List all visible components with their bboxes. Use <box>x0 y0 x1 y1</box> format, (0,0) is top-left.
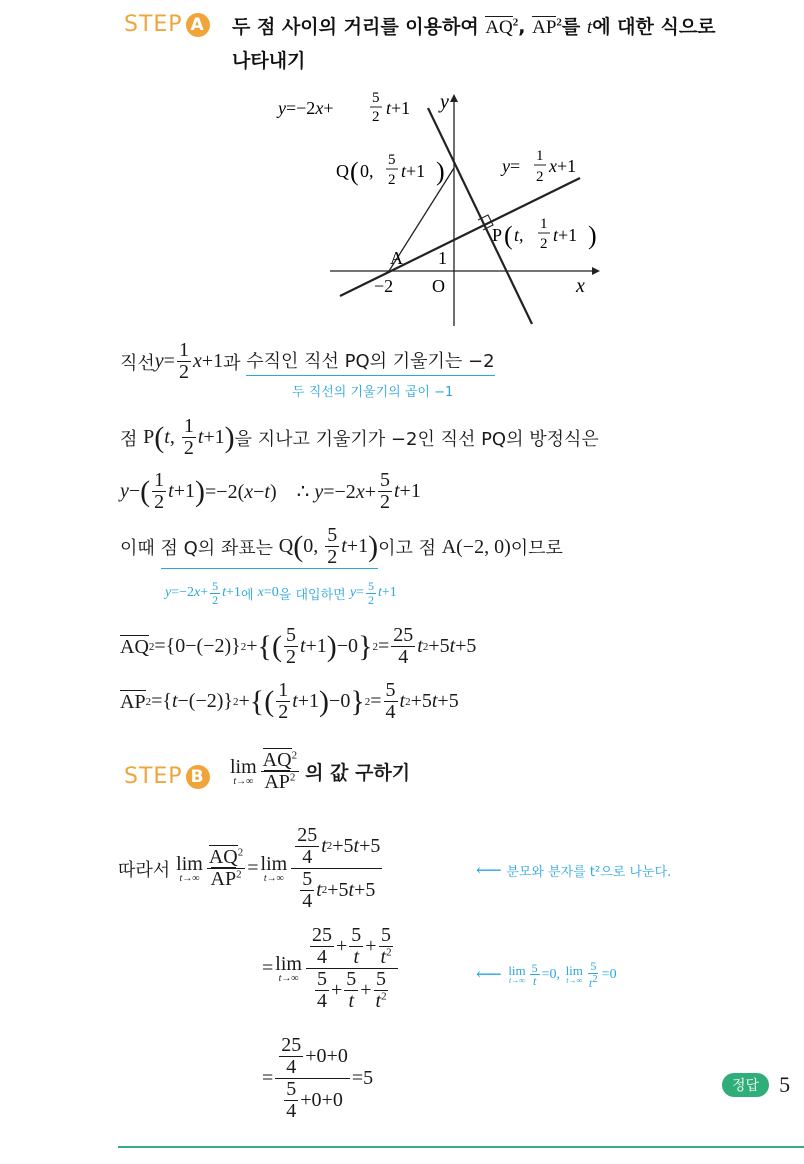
svg-text:): ) <box>588 221 597 250</box>
svg-text:1: 1 <box>540 216 548 232</box>
coordinate-graph <box>270 88 610 333</box>
bottom-rule <box>118 1146 804 1148</box>
note-limits-zero: ⟵ lim t→∞ $\frac{5}{t}$ =0, lim t→∞ $\frac{5}{t^2}$ =0 <box>476 959 617 990</box>
ap-squared-equation: AP 2 ={ t −(−2)} 2 + { ( $\frac{1}{2}$ t +1 ) −0 } 2 = $\frac{5}{4}$ t 2 +5 t +5 <box>120 679 459 723</box>
svg-text:P: P <box>492 225 503 245</box>
svg-text:Q: Q <box>336 161 349 181</box>
note-slope-product: 두 직선의 기울기의 곱이 −1 <box>292 385 454 400</box>
label-point-p <box>492 216 597 252</box>
note-substitute: y =−2 x + $\frac{5}{2}$ t +1 에 x =0 을 대입하면 y = $\frac{5}{2}$ t +1 <box>165 579 397 607</box>
svg-text:2: 2 <box>388 172 396 188</box>
svg-text:1: 1 <box>536 148 544 164</box>
slope-underlined: 수직인 직선 PQ의 기울기는 −2 <box>246 347 494 376</box>
svg-text:(: ( <box>350 157 359 186</box>
svg-text:5: 5 <box>388 152 396 168</box>
step-b-label: STEP B <box>124 764 210 789</box>
equation-line2 <box>500 148 576 185</box>
step-b-title: lim t→∞ $\frac{AQ^2}{AP^2}$ 의 값 구하기 <box>230 749 411 793</box>
svg-text:2: 2 <box>540 236 548 252</box>
answer-box <box>722 1072 790 1098</box>
note-divide: ⟵ 분모와 분자를 t²으로 나눈다. <box>476 860 672 880</box>
label-point-q <box>336 152 445 188</box>
label-one: 1 <box>438 248 447 268</box>
svg-text:0,: 0, <box>360 161 374 181</box>
line-pq-equation: y − ( $\frac{1}{2}$ t +1 ) =−2(x−t) ∴ y=−2x+ $\frac{5}{2}$ t +1 <box>120 469 421 513</box>
label-a: A <box>390 248 403 268</box>
answer-value: 5 <box>779 1072 791 1097</box>
svg-text:t,: t, <box>514 225 524 245</box>
label-y: y <box>440 91 449 113</box>
svg-text:2: 2 <box>372 109 380 125</box>
step-b-badge: B <box>186 765 210 789</box>
svg-text:y=: y= <box>502 156 521 176</box>
limit-step-1: 따라서 lim t→∞ $\frac{AQ^2}{AP^2}$ = lim t→∞ $\frac{25}{4}$ t 2 +5 t +5 $\frac{5}{4}$ t 2 +5 t +5 <box>118 824 381 912</box>
final-result: =5 <box>351 1067 374 1089</box>
label-x: x <box>576 275 585 297</box>
label-origin: O <box>432 276 445 296</box>
step-a-title-line2: 나타내기 <box>232 50 306 72</box>
limit-step-3: = $\frac{25}{4}$ +0+0 $\frac{5}{4}$ +0+0 =5 <box>262 1034 374 1122</box>
svg-text:y=−2x+: y=−2x+ <box>278 98 334 118</box>
aq-squared-equation: AQ 2 ={0−(−2)} 2 + { ( $\frac{5}{2}$ t +1 ) −0 } 2 = $\frac{25}{4}$ t 2 +5 t +5 <box>120 624 477 668</box>
svg-text:t+1: t+1 <box>553 225 578 245</box>
svg-text:(: ( <box>504 221 513 250</box>
svg-text:5: 5 <box>372 90 380 106</box>
svg-text:t+1: t+1 <box>386 98 411 118</box>
step-a-label: STEP A <box>124 12 210 37</box>
answer-badge: 정답 <box>722 1073 769 1097</box>
label-neg2: −2 <box>374 276 394 296</box>
svg-text:2: 2 <box>536 169 544 185</box>
svg-text:t+1: t+1 <box>401 161 426 181</box>
limit-step-2: = lim t→∞ $\frac{25}{4}$ + $\frac{5}{t}$ + $\frac{5}{t^2}$ $\frac{5}{4}$ + $\frac{5}{t}$ + $\frac{5}{t^2}$ <box>262 925 400 1012</box>
slope-statement: 직선 y = $\frac{1}{2}$ x+1 과 수직인 직선 PQ의 기울기는 −2 <box>120 339 495 383</box>
point-q-coordinates: 이때 점 Q의 좌표는 Q ( 0, $\frac{5}{2}$ t +1 ) 이고 점 A(−2, 0) 이므로 <box>120 524 563 568</box>
svg-text:x+1: x+1 <box>549 156 577 176</box>
svg-text:): ) <box>436 157 445 186</box>
step-a-title: 두 점 사이의 거리를 이용하여 $AQ^2$, $AP^2$를 t에 대한 식으로 <box>232 16 716 38</box>
line-equation-intro: 점 P ( t , $\frac{1}{2}$ t +1 ) 을 지나고 기울기가 −2인 직선 PQ의 방정식은 <box>120 415 599 459</box>
step-a-badge: A <box>186 13 210 37</box>
equation-line1 <box>276 90 410 125</box>
